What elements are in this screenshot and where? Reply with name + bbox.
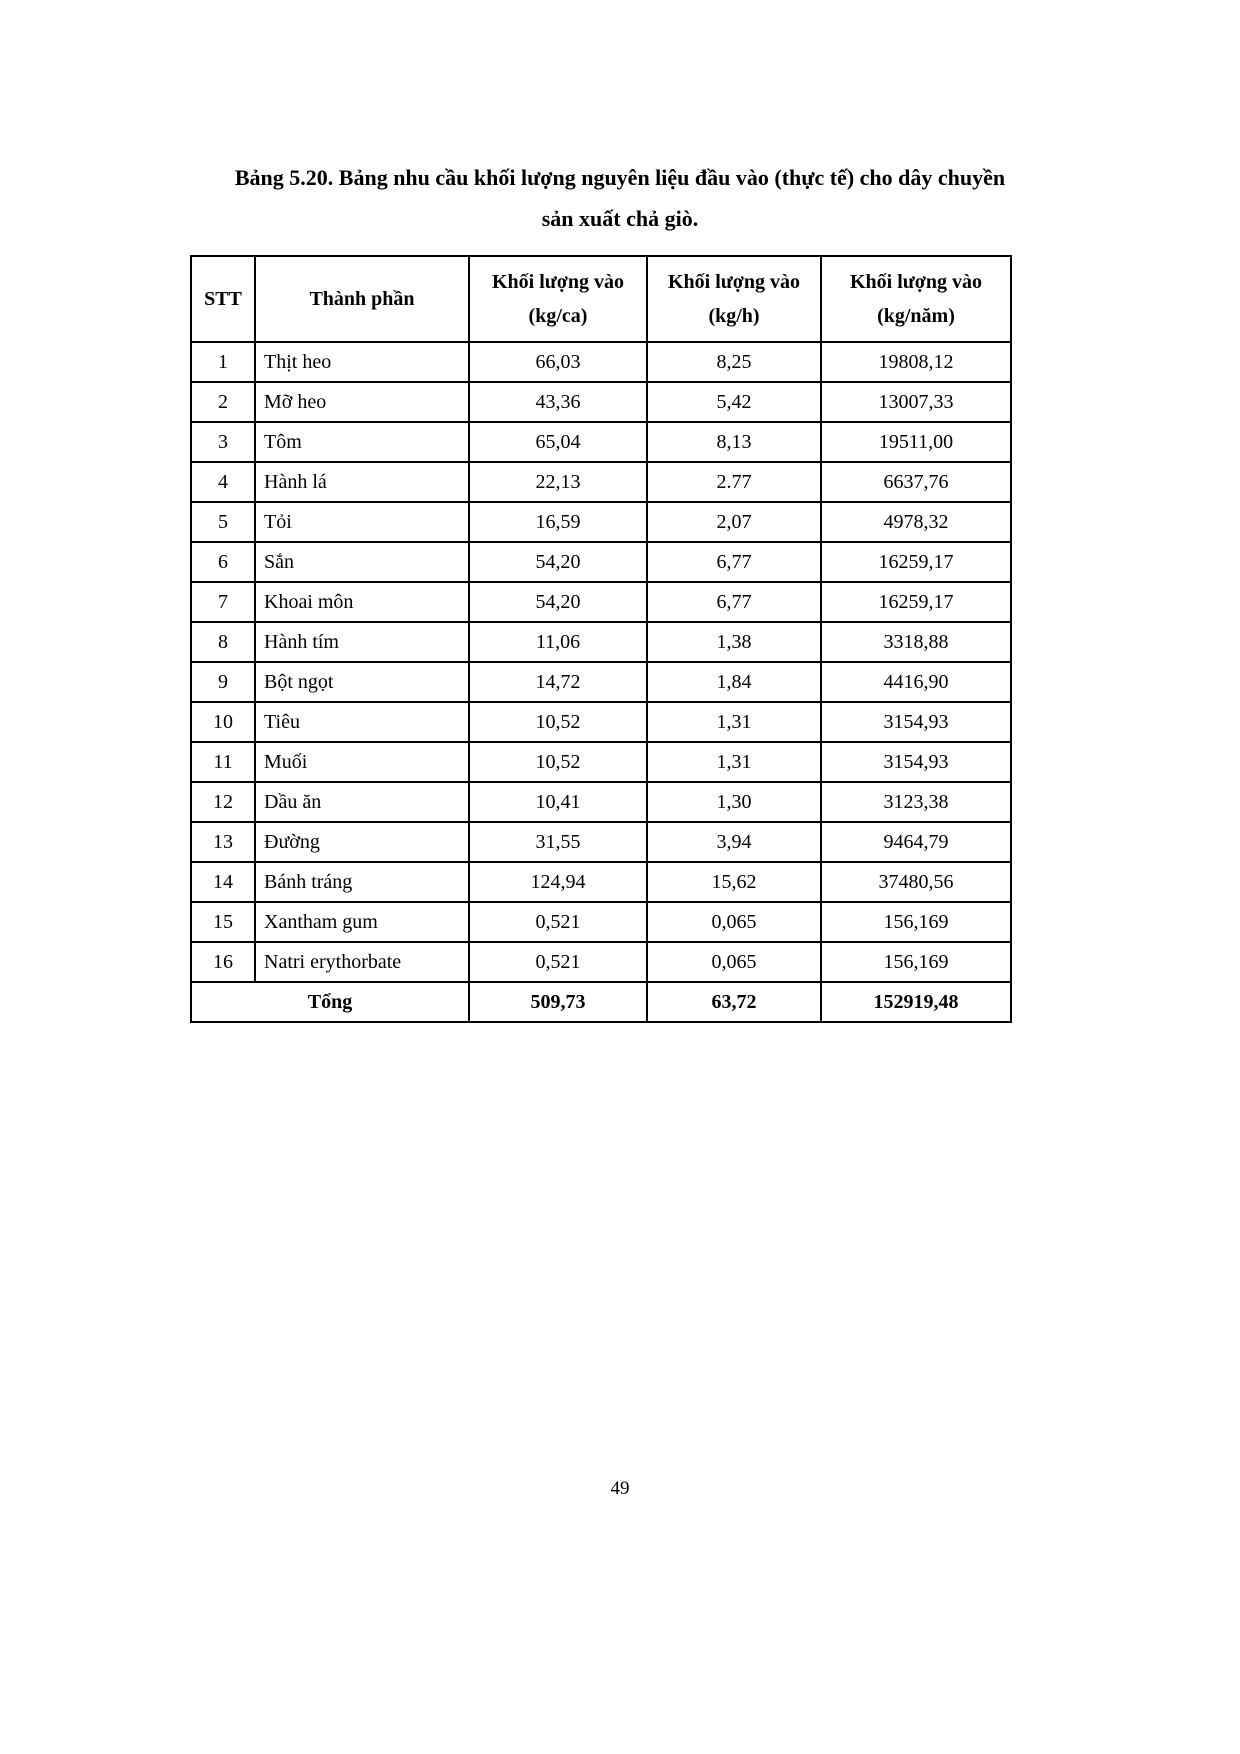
ingredient-name: Dầu ăn	[255, 782, 469, 822]
value-cell: 3123,38	[821, 782, 1011, 822]
value-cell: 14,72	[469, 662, 647, 702]
row-index: 15	[191, 902, 255, 942]
header-row	[191, 256, 1011, 342]
ingredient-name: Bột ngọt	[255, 662, 469, 702]
table-row	[191, 382, 1011, 422]
value-cell: 156,169	[821, 902, 1011, 942]
row-index: 3	[191, 422, 255, 462]
row-index: 5	[191, 502, 255, 542]
total-kg-ca: 509,73	[469, 982, 647, 1022]
table-row	[191, 422, 1011, 462]
value-cell: 1,84	[647, 662, 821, 702]
total-row	[191, 982, 1011, 1022]
row-index: 10	[191, 702, 255, 742]
value-cell: 4416,90	[821, 662, 1011, 702]
header-kg-ca-unit: (kg/ca)	[528, 305, 588, 328]
value-cell: 2,07	[647, 502, 821, 542]
value-cell: 8,25	[647, 342, 821, 382]
table-row	[191, 782, 1011, 822]
value-cell: 8,13	[647, 422, 821, 462]
value-cell: 19808,12	[821, 342, 1011, 382]
ingredient-name: Natri erythorbate	[255, 942, 469, 982]
row-index: 7	[191, 582, 255, 622]
table-footer	[191, 982, 1011, 1022]
value-cell: 1,31	[647, 742, 821, 782]
ingredient-name: Thịt heo	[255, 342, 469, 382]
ingredient-name: Tỏi	[255, 502, 469, 542]
header-thanh-phan-label: Thành phần	[309, 288, 415, 311]
header-thanh-phan	[255, 256, 469, 342]
value-cell: 43,36	[469, 382, 647, 422]
row-index: 6	[191, 542, 255, 582]
header-kg-nam-label: Khối lượng vào	[850, 271, 982, 294]
table-caption-line1: Bảng 5.20. Bảng nhu cầu khối lượng nguyên liệu đầu vào (thực tế) cho dây chuyền	[234, 165, 1006, 190]
header-kg-nam	[821, 256, 1011, 342]
value-cell: 65,04	[469, 422, 647, 462]
value-cell: 124,94	[469, 862, 647, 902]
row-index: 2	[191, 382, 255, 422]
value-cell: 5,42	[647, 382, 821, 422]
table-caption	[0, 0, 1240, 239]
value-cell: 0,521	[469, 942, 647, 982]
value-cell: 31,55	[469, 822, 647, 862]
header-stt-label: STT	[204, 288, 242, 311]
value-cell: 1,31	[647, 702, 821, 742]
row-index: 9	[191, 662, 255, 702]
row-index: 16	[191, 942, 255, 982]
value-cell: 16259,17	[821, 542, 1011, 582]
value-cell: 1,38	[647, 622, 821, 662]
table-row	[191, 622, 1011, 662]
table-row	[191, 582, 1011, 622]
ingredients-table	[190, 255, 1012, 1023]
value-cell: 156,169	[821, 942, 1011, 982]
header-kg-h	[647, 256, 821, 342]
row-index: 14	[191, 862, 255, 902]
table-body	[191, 342, 1011, 982]
value-cell: 22,13	[469, 462, 647, 502]
row-index: 4	[191, 462, 255, 502]
value-cell: 2.77	[647, 462, 821, 502]
ingredient-name: Hành tím	[255, 622, 469, 662]
value-cell: 16,59	[469, 502, 647, 542]
value-cell: 54,20	[469, 582, 647, 622]
value-cell: 15,62	[647, 862, 821, 902]
value-cell: 6,77	[647, 542, 821, 582]
value-cell: 3,94	[647, 822, 821, 862]
table-caption-line2: sản xuất chả giò.	[541, 205, 699, 231]
table-row	[191, 822, 1011, 862]
table-row	[191, 502, 1011, 542]
value-cell: 0,065	[647, 942, 821, 982]
value-cell: 10,41	[469, 782, 647, 822]
ingredient-name: Hành lá	[255, 462, 469, 502]
table-row	[191, 542, 1011, 582]
ingredient-name: Bánh tráng	[255, 862, 469, 902]
row-index: 13	[191, 822, 255, 862]
value-cell: 19511,00	[821, 422, 1011, 462]
value-cell: 1,30	[647, 782, 821, 822]
table-row	[191, 862, 1011, 902]
table-row	[191, 662, 1011, 702]
ingredient-name: Tiêu	[255, 702, 469, 742]
ingredient-name: Sắn	[255, 542, 469, 582]
value-cell: 4978,32	[821, 502, 1011, 542]
ingredient-name: Xantham gum	[255, 902, 469, 942]
total-kg-nam: 152919,48	[821, 982, 1011, 1022]
total-label: Tổng	[191, 982, 469, 1022]
table-row	[191, 702, 1011, 742]
value-cell: 10,52	[469, 742, 647, 782]
ingredient-name: Tôm	[255, 422, 469, 462]
value-cell: 37480,56	[821, 862, 1011, 902]
table-row	[191, 902, 1011, 942]
header-kg-ca	[469, 256, 647, 342]
row-index: 1	[191, 342, 255, 382]
value-cell: 3318,88	[821, 622, 1011, 662]
header-stt	[191, 256, 255, 342]
table-row	[191, 462, 1011, 502]
header-kg-h-unit: (kg/h)	[708, 305, 760, 328]
page-number: 49	[610, 1478, 630, 1499]
value-cell: 3154,93	[821, 702, 1011, 742]
value-cell: 11,06	[469, 622, 647, 662]
value-cell: 0,065	[647, 902, 821, 942]
value-cell: 0,521	[469, 902, 647, 942]
ingredient-name: Mỡ heo	[255, 382, 469, 422]
value-cell: 6,77	[647, 582, 821, 622]
value-cell: 6637,76	[821, 462, 1011, 502]
total-kg-h: 63,72	[647, 982, 821, 1022]
table-row	[191, 342, 1011, 382]
table-row	[191, 942, 1011, 982]
table-header	[191, 256, 1011, 342]
ingredient-name: Đường	[255, 822, 469, 862]
header-kg-nam-unit: (kg/năm)	[877, 305, 955, 328]
header-kg-ca-label: Khối lượng vào	[492, 271, 624, 294]
value-cell: 13007,33	[821, 382, 1011, 422]
value-cell: 16259,17	[821, 582, 1011, 622]
ingredient-name: Muối	[255, 742, 469, 782]
row-index: 11	[191, 742, 255, 782]
row-index: 12	[191, 782, 255, 822]
value-cell: 10,52	[469, 702, 647, 742]
header-kg-h-label: Khối lượng vào	[668, 271, 800, 294]
value-cell: 54,20	[469, 542, 647, 582]
value-cell: 66,03	[469, 342, 647, 382]
ingredient-name: Khoai môn	[255, 582, 469, 622]
table-row	[191, 742, 1011, 782]
value-cell: 3154,93	[821, 742, 1011, 782]
value-cell: 9464,79	[821, 822, 1011, 862]
row-index: 8	[191, 622, 255, 662]
